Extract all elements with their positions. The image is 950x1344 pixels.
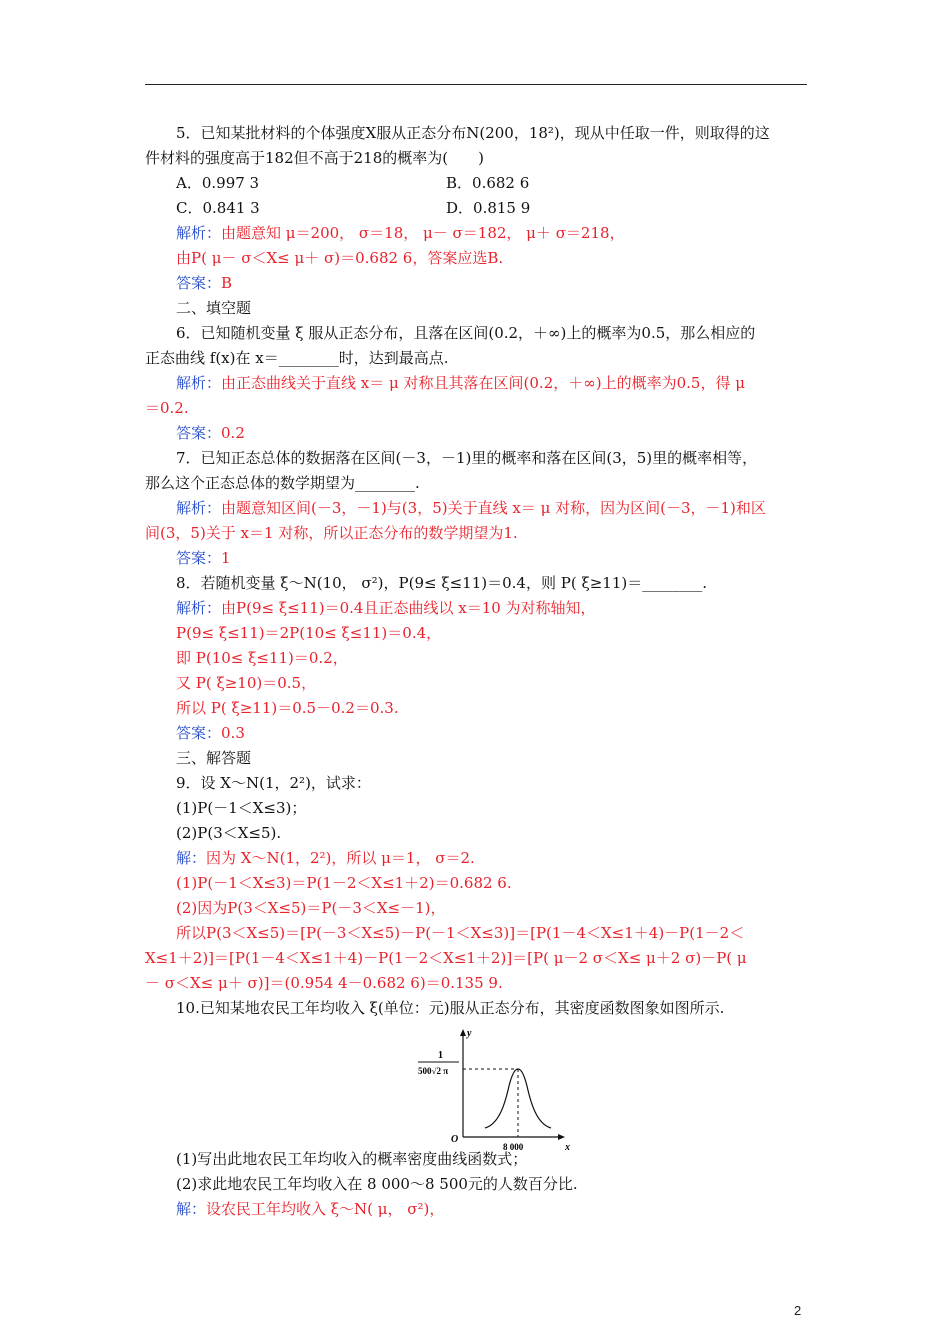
answer-label: 答案： <box>176 549 222 567</box>
q9-stem: 9．设 X～N(1，2²)，试求： <box>176 774 371 792</box>
analysis-label: 解析： <box>176 224 222 242</box>
q9-part-1: (1)P(－1＜X≤3)； <box>176 799 307 817</box>
q8-analysis-line-3: 即 P(10≤ ξ≤11)＝0.2， <box>176 649 348 667</box>
q8-answer-value: 0.3 <box>221 724 245 742</box>
q8-stem: 8．若随机变量 ξ～N(10， σ²)，P(9≤ ξ≤11)＝0.4，则 P( ξ≥11)＝________. <box>176 574 707 592</box>
page-number: 2 <box>794 1303 802 1318</box>
q8-analysis-line-4: 又 P( ξ≥10)＝0.5， <box>176 674 317 692</box>
q5-stem-line-1: 5．已知某批材料的个体强度X服从正态分布N(200，18²)，现从中任取一件，则取得的这 <box>176 124 770 142</box>
density-figure <box>145 1024 807 1153</box>
q5-answer <box>145 271 807 296</box>
answer-label: 答案： <box>176 424 222 442</box>
q5-analysis-line-1 <box>145 221 807 246</box>
q6-stem-line-2: 正态曲线 f(x)在 x＝________时，达到最高点. <box>145 349 449 367</box>
q8-analysis-line-1 <box>145 596 807 621</box>
q7-analysis-text-1: 由题意知区间(－3，－1)与(3，5)关于直线 x＝ μ 对称，因为区间(－3，－1)和区 <box>221 499 766 517</box>
q8-answer <box>145 721 807 746</box>
q6-stem-line-1: 6．已知随机变量 ξ 服从正态分布，且落在区间(0.2，＋∞)上的概率为0.5，那么相应的 <box>176 324 756 342</box>
q9-solution-line-2: (1)P(－1＜X≤3)＝P(1－2＜X≤1＋2)＝0.682 6. <box>176 874 512 892</box>
origin-label: O <box>451 1134 459 1145</box>
q10-part-2: (2)求此地农民工年均收入在 8 000～8 500元的人数百分比. <box>176 1175 578 1193</box>
q7-answer <box>145 546 807 571</box>
q5-stem-line-2: 件材料的强度高于182但不高于218的概率为( ) <box>145 149 484 167</box>
q7-analysis-line-1 <box>145 496 807 521</box>
answer-label: 答案： <box>176 274 222 292</box>
q8-analysis-line-2: P(9≤ ξ≤11)＝2P(10≤ ξ≤11)＝0.4， <box>176 624 442 642</box>
q7-stem-line-1: 7．已知正态总体的数据落在区间(－3，－1)里的概率和落在区间(3，5)里的概率相等， <box>176 449 758 467</box>
x-axis-arrow <box>558 1134 565 1140</box>
q8-analysis-text-1: 由P(9≤ ξ≤11)＝0.4且正态曲线以 x＝10 为对称轴知， <box>221 599 596 617</box>
analysis-label: 解析： <box>176 599 222 617</box>
peak-numerator: 1 <box>438 1050 443 1061</box>
q5-options-row-1 <box>145 171 807 196</box>
peak-denominator: 500√2 π <box>418 1066 449 1076</box>
q9-solution-line-1 <box>145 846 807 871</box>
q9-solution-line-5: X≤1＋2)]＝[P(1－4＜X≤1＋4)－P(1－2＜X≤1＋2)]＝[P( μ－2 σ＜X≤ μ＋2 σ)－P( μ <box>145 949 747 967</box>
q8-analysis-line-5: 所以 P( ξ≥11)＝0.5－0.2＝0.3. <box>176 699 399 717</box>
solution-label: 解： <box>176 849 207 867</box>
q9-solution-text-1: 因为 X～N(1，2²)，所以 μ＝1， σ＝2. <box>206 849 475 867</box>
answer-label: 答案： <box>176 724 222 742</box>
section-fill-in-heading: 二、填空题 <box>176 299 252 317</box>
q5-option-a: A．0.997 3 <box>176 174 260 192</box>
section-solution-heading: 三、解答题 <box>176 749 252 767</box>
analysis-label: 解析： <box>176 499 222 517</box>
q10-solution-line-1 <box>145 1197 807 1222</box>
solution-label: 解： <box>176 1200 207 1218</box>
q5-option-d: D．0.815 9 <box>446 199 531 217</box>
q9-solution-line-6: － σ＜X≤ μ＋ σ)]＝(0.954 4－0.682 6)＝0.135 9. <box>145 974 503 992</box>
q5-analysis-text-1: 由题意知 μ＝200， σ＝18， μ－ σ＝182， μ＋ σ＝218， <box>221 224 625 242</box>
q5-analysis-line-2: 由P( μ－ σ＜X≤ μ＋ σ)＝0.682 6，答案应选B. <box>176 249 504 267</box>
q10-solution-text-1: 设农民工年均收入 ξ～N( μ， σ²)， <box>206 1200 445 1218</box>
q5-option-c: C．0.841 3 <box>176 199 260 217</box>
q7-analysis-line-2: 间(3，5)关于 x＝1 对称，所以正态分布的数学期望为1. <box>145 524 518 542</box>
q9-solution-line-4: 所以P(3＜X≤5)＝[P(－3＜X≤5)－P(－1＜X≤3)]＝[P(1－4＜X≤1＋4)－P(1－2＜ <box>176 924 745 942</box>
x-axis-label: x <box>565 1142 570 1153</box>
peak-x-label: 8 000 <box>503 1142 524 1152</box>
q5-options-row-2 <box>145 196 807 221</box>
q7-stem-line-2: 那么这个正态总体的数学期望为________. <box>145 474 420 492</box>
q6-answer-value: 0.2 <box>221 424 245 442</box>
y-axis-arrow <box>460 1029 466 1036</box>
page-body <box>145 121 807 1222</box>
q6-analysis-text-1: 由正态曲线关于直线 x＝ μ 对称且其落在区间(0.2，＋∞)上的概率为0.5，得 μ <box>221 374 745 392</box>
q10-part-1: (1)写出此地农民工年均收入的概率密度曲线函数式； <box>176 1150 528 1168</box>
q9-part-2: (2)P(3＜X≤5). <box>176 824 282 842</box>
q6-analysis-line-1 <box>145 371 807 396</box>
q9-solution-line-3: (2)因为P(3＜X≤5)＝P(－3＜X≤－1)， <box>176 899 446 917</box>
q10-stem: 10.已知某地农民工年均收入 ξ(单位：元)服从正态分布，其密度函数图象如图所示. <box>176 999 725 1017</box>
q6-analysis-line-2: ＝0.2. <box>145 399 189 417</box>
q7-answer-value: 1 <box>221 549 231 567</box>
q6-answer <box>145 421 807 446</box>
header-rule <box>145 84 807 85</box>
y-axis-label: y <box>467 1028 472 1039</box>
q5-option-b: B．0.682 6 <box>446 174 530 192</box>
analysis-label: 解析： <box>176 374 222 392</box>
density-curve-graph <box>415 1024 575 1153</box>
q5-answer-value: B <box>221 274 233 292</box>
